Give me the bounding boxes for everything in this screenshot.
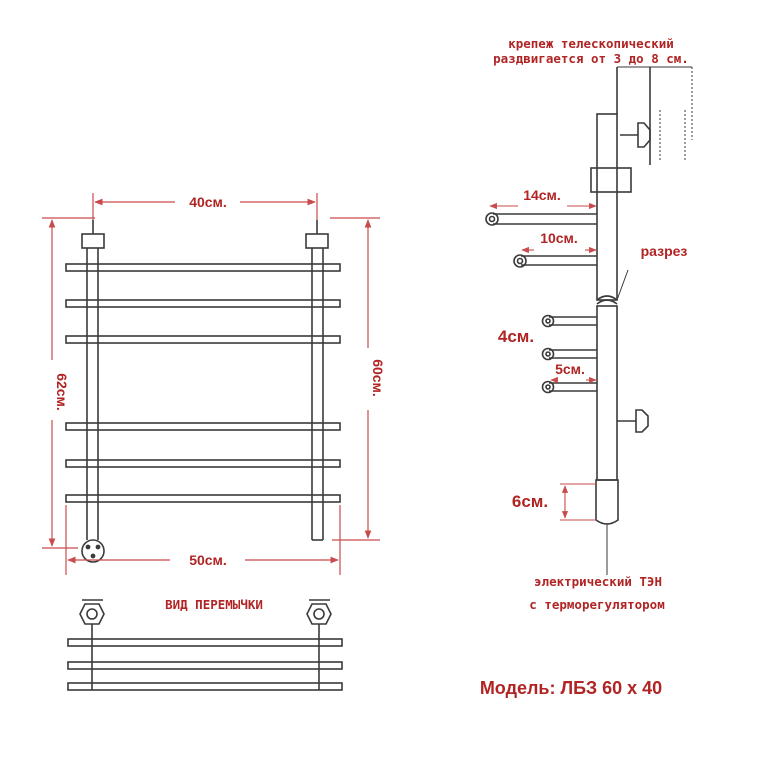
width-top-label: 40см. xyxy=(189,194,227,210)
left-fitting-icon xyxy=(80,604,104,624)
model-label: Модель: ЛБЗ 60 х 40 xyxy=(479,678,663,698)
heater-connector-icon xyxy=(82,540,104,562)
front-dimension-labels xyxy=(54,194,386,568)
bridge-view-title: ВИД ПЕРЕМЫЧКИ xyxy=(165,597,263,612)
top-left-mount xyxy=(82,234,104,248)
crossbar xyxy=(66,460,340,467)
crossbar xyxy=(66,264,340,271)
width-bottom-label: 50см. xyxy=(189,552,227,568)
rail-end-icon xyxy=(543,349,554,360)
crossbar xyxy=(66,495,340,502)
bridge-bar xyxy=(68,683,342,690)
rail-end-icon xyxy=(514,255,526,267)
crossbar xyxy=(66,423,340,430)
section-label: разрез xyxy=(640,243,688,259)
side-view-labels xyxy=(493,36,689,612)
depth-14-label: 14см. xyxy=(523,187,561,203)
front-dimensions xyxy=(42,193,380,575)
rail-end-icon xyxy=(543,382,554,393)
crossbar xyxy=(66,300,340,307)
bridge-view xyxy=(68,600,342,690)
heater-note-line2: с терморегулятором xyxy=(529,597,665,612)
rail-end-icon xyxy=(486,213,498,225)
upright-lower xyxy=(597,306,617,480)
bridge-bar xyxy=(68,639,342,646)
upright-upper xyxy=(597,114,617,300)
depth-10-label: 10см. xyxy=(540,230,578,246)
heater-body-icon xyxy=(596,480,618,524)
top-right-mount xyxy=(306,234,328,248)
crossbar xyxy=(66,336,340,343)
mount-note-line2: раздвигается от 3 до 8 см. xyxy=(493,51,689,66)
mount-note-line1: крепеж телескопический xyxy=(508,36,674,51)
depth-5-label: 5см. xyxy=(555,361,585,377)
right-fitting-icon xyxy=(307,604,331,624)
gap-4-label: 4см. xyxy=(497,327,535,346)
wall-cup-icon xyxy=(638,123,650,147)
heater-6-label: 6см. xyxy=(511,492,549,511)
rail-end-icon xyxy=(543,316,554,327)
height-right-label: 60см. xyxy=(370,359,386,397)
heater-note-line1: электрический ТЭН xyxy=(534,574,662,589)
front-view xyxy=(66,220,340,562)
front-crossbars xyxy=(66,264,340,502)
bottom-cup-icon xyxy=(636,410,648,432)
bridge-bar xyxy=(68,662,342,669)
height-left-label: 62см. xyxy=(54,373,70,411)
